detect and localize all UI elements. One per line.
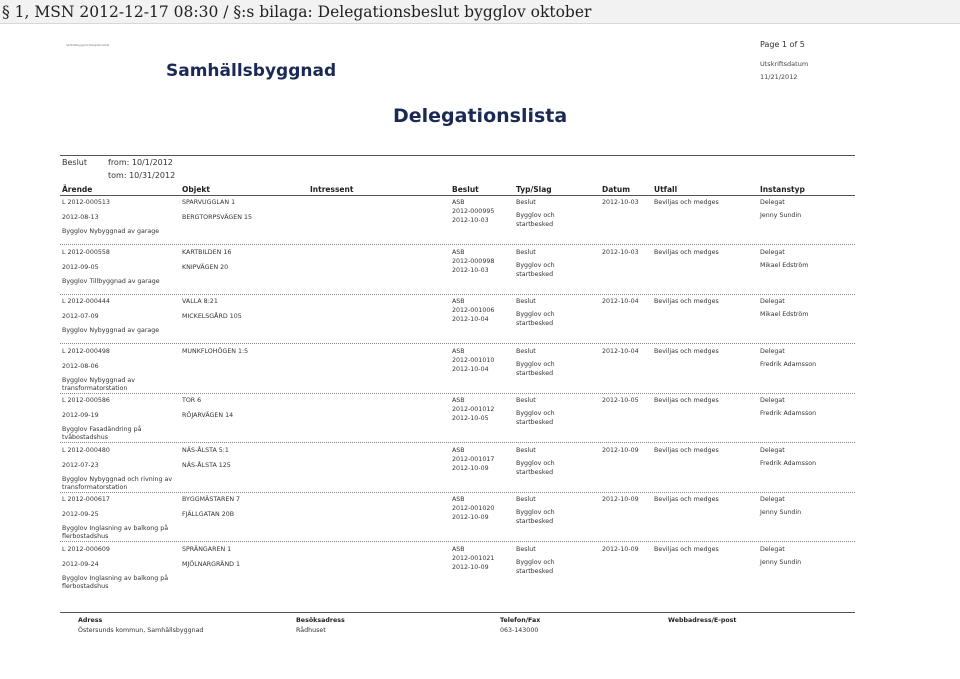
document-title: Delegationslista: [393, 105, 568, 127]
type-permit: Bygglov och: [516, 410, 555, 417]
decision-datum: 2012-10-09: [602, 446, 639, 454]
instance-type: Delegat: [760, 496, 785, 503]
case-date: 2012-07-09: [62, 313, 99, 320]
decision-datum: 2012-10-04: [602, 298, 639, 305]
footer-rule: [60, 612, 855, 613]
footer-phone-label: Telefon/Fax: [500, 617, 541, 624]
print-date: 11/21/2012: [760, 73, 798, 81]
col-header-typ: Typ/Slag: [516, 185, 552, 194]
case-date: 2012-07-23: [62, 461, 99, 469]
instance-officer: Fredrik Adamsson: [760, 360, 817, 368]
type-permit: Bygglov och: [516, 558, 555, 566]
col-header-objekt: Objekt: [182, 185, 210, 194]
type-kind: Beslut: [516, 248, 536, 256]
decision-number: 2012-001010: [452, 356, 495, 364]
decision-unit: ASB: [452, 496, 465, 503]
header-rule: [60, 155, 855, 156]
case-number: L 2012-000498: [62, 347, 110, 355]
case-description: Bygglov Tillbyggnad av garage: [62, 277, 160, 285]
row-divider: [60, 244, 855, 245]
case-description: Bygglov Inglasning av balkong på: [62, 574, 169, 582]
case-description: Bygglov Nybyggnad av: [62, 376, 135, 384]
decision-unit: ASB: [452, 446, 465, 454]
type-permit: Bygglov och: [516, 261, 555, 269]
case-description: Bygglov Fasadändring på: [62, 426, 142, 433]
decision-outcome: Beviljas och medges: [654, 496, 719, 503]
type-kind: Beslut: [516, 298, 536, 305]
decision-date: 2012-10-03: [452, 266, 489, 274]
filter-label: Beslut: [62, 158, 88, 167]
filter-from: from: 10/1/2012: [108, 158, 173, 167]
object-address: MICKELSGÅRD 105: [182, 313, 242, 320]
instance-officer: Jenny Sundin: [760, 509, 802, 516]
row-divider: [60, 393, 855, 394]
case-description-cont: transformatorstation: [62, 384, 128, 392]
case-description-cont: transformatorstation: [62, 483, 128, 491]
col-header-utfall: Utfall: [654, 185, 678, 194]
type-start: startbesked: [516, 468, 554, 476]
decision-datum: 2012-10-09: [602, 545, 639, 553]
object-property: VALLA 8:21: [182, 298, 218, 305]
case-date: 2012-09-19: [62, 412, 99, 419]
decision-unit: ASB: [452, 347, 465, 355]
row-divider: [60, 343, 855, 344]
case-date: 2012-09-24: [62, 560, 99, 568]
col-header-beslut: Beslut: [452, 185, 479, 194]
case-description: Bygglov Nybyggnad av garage: [62, 228, 160, 235]
decision-datum: 2012-10-05: [602, 397, 639, 404]
type-permit: Bygglov och: [516, 509, 555, 516]
decision-outcome: Beviljas och medges: [654, 397, 719, 404]
type-start: startbesked: [516, 567, 554, 575]
filter-to: tom: 10/31/2012: [108, 171, 176, 180]
decision-outcome: Beviljas och medges: [654, 248, 719, 256]
row-divider: [60, 541, 855, 542]
object-property: TOR 6: [182, 397, 202, 404]
decision-datum: 2012-10-04: [602, 347, 639, 355]
case-description-cont: tvåbostadshus: [62, 434, 109, 441]
instance-type: Delegat: [760, 446, 785, 454]
object-address: BERGTORPSVÄGEN 15: [182, 214, 252, 221]
decision-date: 2012-10-04: [452, 365, 489, 373]
footer-visit-label: Besöksadress: [296, 617, 345, 624]
type-permit: Bygglov och: [516, 459, 555, 467]
decision-unit: ASB: [452, 298, 465, 305]
instance-type: Delegat: [760, 347, 785, 355]
object-property: MUNKFLOHÖGEN 1:5: [182, 347, 249, 355]
type-kind: Beslut: [516, 347, 536, 355]
page-number: Page 1 of 5: [760, 40, 805, 49]
footer-address-label: Adress: [78, 617, 103, 624]
decision-outcome: Beviljas och medges: [654, 347, 719, 355]
instance-officer: Fredrik Adamsson: [760, 459, 817, 467]
instance-type: Delegat: [760, 298, 785, 305]
col-header-arende: Ärende: [62, 185, 93, 194]
decision-number: 2012-000998: [452, 257, 495, 265]
instance-type: Delegat: [760, 248, 785, 256]
type-start: startbesked: [516, 320, 554, 327]
footer-address: Östersunds kommun, Samhällsbyggnad: [78, 627, 204, 634]
decision-datum: 2012-10-03: [602, 199, 639, 206]
instance-type: Delegat: [760, 199, 785, 206]
type-permit: Bygglov och: [516, 311, 555, 318]
decision-date: 2012-10-09: [452, 464, 489, 472]
type-kind: Beslut: [516, 397, 536, 404]
case-date: 2012-08-13: [62, 214, 99, 221]
case-description: Bygglov Inglasning av balkong på: [62, 525, 169, 532]
decision-date: 2012-10-09: [452, 514, 489, 521]
column-header-rule: [60, 195, 855, 196]
type-kind: Beslut: [516, 199, 536, 206]
decision-number: 2012-001006: [452, 307, 495, 314]
object-property: KARTBILDEN 16: [182, 248, 232, 256]
case-number: L 2012-000617: [62, 496, 110, 503]
print-date-label: Utskriftsdatum: [760, 60, 809, 68]
decision-date: 2012-10-03: [452, 217, 489, 224]
object-address: KNIPVÄGEN 20: [182, 263, 229, 271]
col-header-intressent: Intressent: [310, 185, 354, 194]
footer-phone: 063-143000: [500, 627, 539, 634]
case-description-cont: flerbostadshus: [62, 582, 109, 590]
case-number: L 2012-000444: [62, 298, 110, 305]
object-address: FJÄLLGATAN 20B: [182, 511, 235, 518]
case-number: L 2012-000586: [62, 397, 110, 404]
decision-outcome: Beviljas och medges: [654, 298, 719, 305]
decision-datum: 2012-10-03: [602, 248, 639, 256]
decision-number: 2012-001017: [452, 455, 495, 463]
instance-officer: Jenny Sundin: [760, 558, 802, 566]
window-title: § 1, MSN 2012-12-17 08:30 / §:s bilaga: Delegationsbeslut bygglov oktober: [2, 3, 592, 21]
decision-number: 2012-001012: [452, 406, 495, 413]
type-start: startbesked: [516, 518, 554, 525]
footer-web-label: Webbadress/E-post: [668, 617, 737, 624]
organization-name: Samhällsbyggnad: [166, 61, 337, 81]
type-permit: Bygglov och: [516, 360, 555, 368]
type-start: startbesked: [516, 369, 554, 377]
case-description: Bygglov Nybyggnad av garage: [62, 327, 160, 334]
object-property: SPARVUGGLAN 1: [182, 199, 236, 206]
decision-date: 2012-10-04: [452, 316, 489, 323]
decision-number: 2012-001020: [452, 505, 495, 512]
case-date: 2012-09-25: [62, 511, 99, 518]
type-start: startbesked: [516, 270, 554, 278]
decision-unit: ASB: [452, 248, 465, 256]
decision-unit: ASB: [452, 545, 465, 553]
decision-datum: 2012-10-09: [602, 496, 639, 503]
case-number: L 2012-000513: [62, 199, 110, 206]
row-divider: [60, 442, 855, 443]
col-header-instanstyp: Instanstyp: [760, 185, 805, 194]
object-address: NÄS-ÅLSTA 125: [182, 461, 231, 469]
object-address: MJÖLNARGRÄND 1: [182, 560, 241, 568]
decision-unit: ASB: [452, 397, 465, 404]
decision-number: 2012-001021: [452, 554, 495, 562]
decision-number: 2012-000995: [452, 208, 495, 215]
row-divider: [60, 294, 855, 295]
footer-visit: Rådhuset: [296, 627, 326, 634]
instance-type: Delegat: [760, 397, 785, 404]
instance-officer: Mikael Edström: [760, 261, 809, 269]
case-number: L 2012-000609: [62, 545, 110, 553]
instance-officer: Fredrik Adamsson: [760, 410, 817, 417]
decision-outcome: Beviljas och medges: [654, 199, 719, 206]
case-date: 2012-09-05: [62, 263, 99, 271]
instance-type: Delegat: [760, 545, 785, 553]
window-title-bar: [0, 0, 960, 24]
type-permit: Bygglov och: [516, 212, 555, 219]
decision-date: 2012-10-09: [452, 563, 489, 571]
type-start: startbesked: [516, 419, 554, 426]
type-kind: Beslut: [516, 496, 536, 503]
type-kind: Beslut: [516, 545, 536, 553]
case-date: 2012-08-06: [62, 362, 99, 370]
case-description-cont: flerbostadshus: [62, 533, 109, 540]
object-property: NÄS-ÅLSTA 5:1: [182, 446, 229, 454]
instance-officer: Jenny Sundin: [760, 212, 802, 219]
small-page-header: Samhällsbyggnad Delegationslista: [66, 44, 110, 47]
object-property: BYGGMÄSTAREN 7: [182, 496, 241, 503]
case-description: Bygglov Nybyggnad och rivning av: [62, 475, 173, 483]
type-start: startbesked: [516, 221, 554, 228]
case-number: L 2012-000558: [62, 248, 110, 256]
type-kind: Beslut: [516, 446, 536, 454]
col-header-datum: Datum: [602, 185, 631, 194]
object-address: RÖJARVÄGEN 14: [182, 412, 234, 419]
decision-outcome: Beviljas och medges: [654, 446, 719, 454]
instance-officer: Mikael Edström: [760, 311, 809, 318]
decision-unit: ASB: [452, 199, 465, 206]
object-property: SPRÄNGAREN 1: [182, 545, 232, 553]
case-number: L 2012-000480: [62, 446, 110, 454]
row-divider: [60, 492, 855, 493]
decision-date: 2012-10-05: [452, 415, 489, 422]
decision-outcome: Beviljas och medges: [654, 545, 719, 553]
